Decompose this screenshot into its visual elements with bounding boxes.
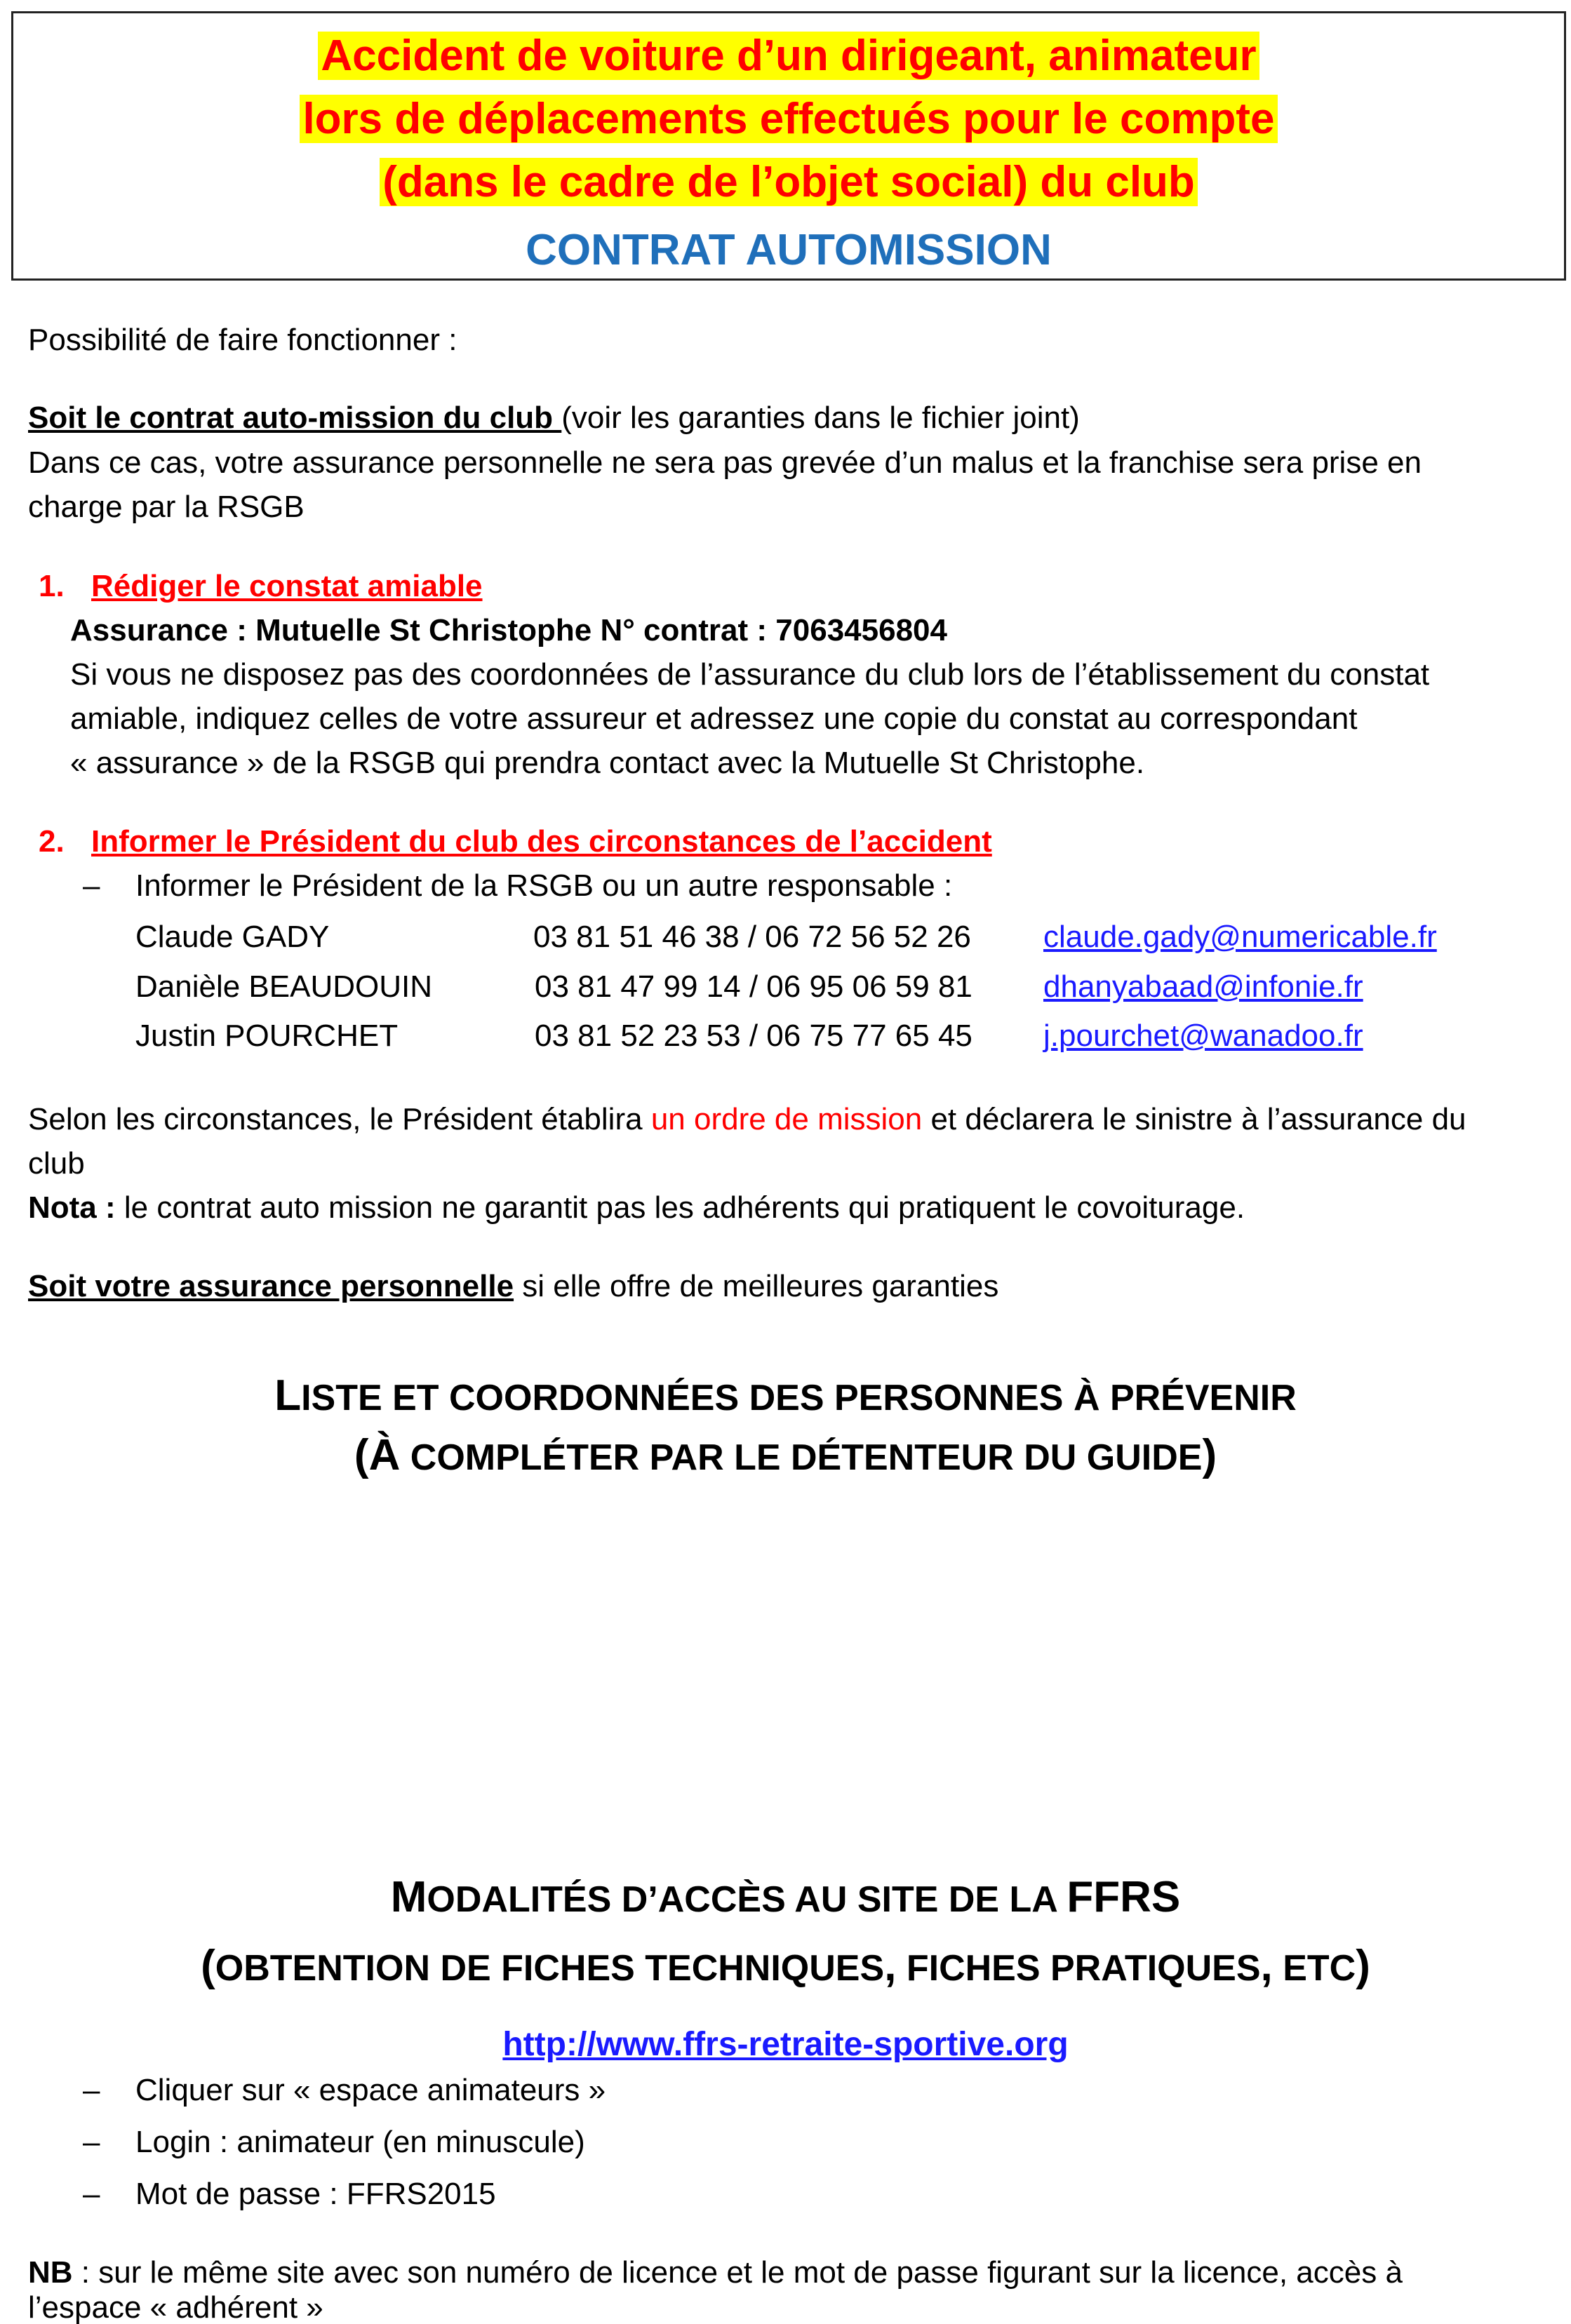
heading-initial: À xyxy=(368,1431,401,1479)
step-1-number: 1. xyxy=(39,569,65,603)
option-1-title: Soit le contrat auto-mission du club xyxy=(28,401,562,435)
nb-line-2: l’espace « adhérent » xyxy=(28,2290,323,2324)
contact-name: Claude GADY xyxy=(135,920,330,954)
access-item: Login : animateur (en minuscule) xyxy=(135,2125,585,2159)
liste-heading-1 xyxy=(0,1364,1571,1430)
circumstances-line-2: club xyxy=(28,1146,85,1181)
modalites-heading-1 xyxy=(0,1866,1571,1931)
step-1-text-1: Si vous ne disposez pas des coordonnées de l’assurance du club lors de l’établissement du constat xyxy=(70,657,1430,692)
heading-text: FICHES PRATIQUES xyxy=(896,1948,1261,1989)
heading-text: ETC xyxy=(1272,1948,1356,1989)
option-1-suffix: (voir les garanties dans le fichier joint) xyxy=(561,401,1080,435)
title-box xyxy=(11,11,1566,281)
nota-line xyxy=(28,1187,1245,1229)
dash-icon: – xyxy=(83,868,100,903)
circumstances-before: Selon les circonstances, le Président établira xyxy=(28,1102,651,1136)
liste-heading-2 xyxy=(0,1424,1571,1489)
heading-rest: COMPLÉTER PAR LE DÉTENTEUR DU GUIDE xyxy=(400,1437,1203,1478)
nota-text: le contrat auto mission ne garantit pas les adhérents qui pratiquent le covoiturage. xyxy=(115,1190,1245,1225)
heading-rest: ISTE ET COORDONNÉES DES PERSONNES À PRÉVENIR xyxy=(301,1378,1297,1418)
nb-text: : sur le même site avec son numéro de licence et le mot de passe figurant sur la licence, accès à xyxy=(72,2255,1403,2290)
option-2-suffix: si elle offre de meilleures garanties xyxy=(514,1269,999,1303)
contact-phone: 03 81 47 99 14 / 06 95 06 59 81 xyxy=(535,969,972,1004)
step-2-title: Informer le Président du club des circonstances de l’accident xyxy=(91,824,992,859)
option-2-title: Soit votre assurance personnelle xyxy=(28,1269,514,1303)
nb-line xyxy=(28,2252,1403,2294)
contact-phone: 03 81 51 46 38 / 06 72 56 52 26 xyxy=(533,920,971,954)
step-1-title: Rédiger le constat amiable xyxy=(91,569,483,603)
step-1-text-3: « assurance » de la RSGB qui prendra contact avec la Mutuelle St Christophe. xyxy=(70,746,1145,780)
option-2-line xyxy=(28,1265,998,1308)
heading-paren-close: ) xyxy=(1202,1431,1217,1479)
intro-text: Possibilité de faire fonctionner : xyxy=(28,323,457,357)
step-2-inform: Informer le Président de la RSGB ou un autre responsable : xyxy=(135,868,953,903)
heading-paren-open: ( xyxy=(354,1431,369,1479)
nb-label: NB xyxy=(28,2255,73,2290)
title-line-2: lors de déplacements effectués pour le compte xyxy=(13,90,1564,148)
heading-ffrs: FFRS xyxy=(1067,1873,1181,1921)
dash-icon: – xyxy=(83,2125,100,2159)
heading-comma: , xyxy=(1260,1942,1273,1990)
contact-name: Danièle BEAUDOUIN xyxy=(135,969,433,1004)
circumstances-line-1 xyxy=(28,1099,1466,1141)
contact-email-link[interactable]: dhanyabaad@infonie.fr xyxy=(1043,969,1363,1004)
dash-icon: – xyxy=(83,2177,100,2211)
heading-text: OBTENTION DE FICHES TECHNIQUES xyxy=(215,1948,885,1989)
title-line-1: Accident de voiture d’un dirigeant, animateur xyxy=(13,27,1564,85)
heading-initial: L xyxy=(274,1371,302,1420)
ffrs-site-line xyxy=(0,2020,1571,2069)
heading-paren-open: ( xyxy=(201,1942,215,1990)
heading-comma: , xyxy=(884,1942,897,1990)
ffrs-site-link[interactable]: http://www.ffrs-retraite-sportive.org xyxy=(502,2026,1069,2063)
step-1-text-2: amiable, indiquez celles de votre assureur et adressez une copie du constat au correspondant xyxy=(70,701,1358,736)
title-line-3: (dans le cadre de l’objet social) du club xyxy=(13,154,1564,211)
contact-email-link[interactable]: claude.gady@numericable.fr xyxy=(1043,920,1437,954)
contact-email-link[interactable]: j.pourchet@wanadoo.fr xyxy=(1043,1019,1363,1053)
contact-name: Justin POURCHET xyxy=(135,1019,399,1053)
access-item: Mot de passe : FFRS2015 xyxy=(135,2177,496,2211)
nota-label: Nota : xyxy=(28,1190,116,1225)
circumstances-after: et déclarera le sinistre à l’assurance du xyxy=(922,1102,1466,1136)
access-item: Cliquer sur « espace animateurs » xyxy=(135,2073,606,2107)
option-1-line xyxy=(28,397,1080,439)
contract-subtitle: CONTRAT AUTOMISSION xyxy=(526,226,1052,274)
option-1-text-2: charge par la RSGB xyxy=(28,490,305,524)
heading-paren-close: ) xyxy=(1356,1942,1370,1990)
heading-initial: M xyxy=(390,1873,427,1921)
mission-order-text: un ordre de mission xyxy=(650,1102,923,1136)
modalites-heading-2 xyxy=(0,1935,1571,2000)
option-1-text-1: Dans ce cas, votre assurance personnelle ne sera pas grevée d’un malus et la franchise sera prise en xyxy=(28,445,1422,480)
step-1-insurance: Assurance : Mutuelle St Christophe N° contrat : 7063456804 xyxy=(70,613,947,647)
dash-icon: – xyxy=(83,2073,100,2107)
contact-phone: 03 81 52 23 53 / 06 75 77 65 45 xyxy=(535,1019,972,1053)
step-2-number: 2. xyxy=(39,824,65,859)
heading-rest: ODALITÉS D’ACCÈS AU SITE DE LA xyxy=(427,1879,1067,1920)
